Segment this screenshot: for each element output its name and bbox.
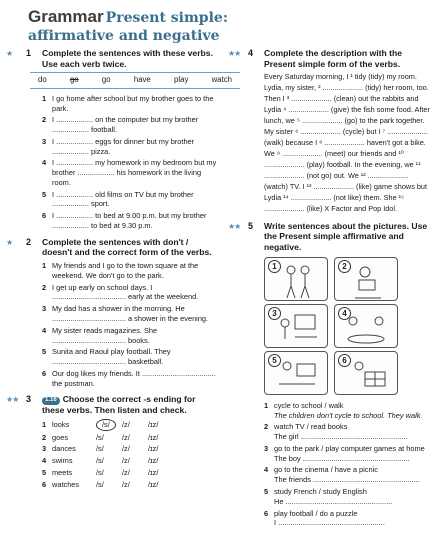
picture-girl-reading [334,257,398,301]
exercise-number: 2 [26,236,32,247]
exercise-number: 3 [26,394,32,405]
picture-boy-computer [264,304,328,348]
option[interactable]: /ɪz/ [148,444,159,454]
table-row [42,433,220,443]
word: go [101,75,111,85]
title-topic-line2: affirmative and negative [28,28,220,45]
list-item [42,283,220,303]
item-number: 2 [42,115,47,125]
answer-line: The girl .................................................... [274,432,408,442]
option[interactable]: /ɪz/ [148,467,159,477]
item-text: My friends and I go to the town square at the weekend. We don't go to the park. [52,261,199,280]
picture-puzzle [334,351,398,395]
item-number: 4 [264,465,269,475]
option[interactable]: /ɪz/ [148,456,159,466]
table-row [42,456,220,466]
list-item [42,94,220,114]
list-item [264,487,434,507]
option[interactable]: /z/ [122,456,130,466]
picture-number: 1 [268,260,281,273]
option[interactable]: /ɪz/ [148,432,159,442]
answer-line: The friends .................................................... [274,475,420,485]
list-item [42,304,220,324]
item-prompt: watch TV / read books [274,422,348,432]
picture-number: 2 [338,260,351,273]
item-list [264,401,434,528]
circled-option[interactable]: /s/ [96,419,116,431]
exercise-number: 4 [248,48,254,58]
item-prompt: play football / do a puzzle [274,508,358,518]
row-number: 4 [42,456,47,466]
option[interactable]: /s/ [96,456,104,466]
verb: goes [52,432,69,442]
row-number: 5 [42,467,47,477]
item-number: 6 [264,508,269,518]
list-item [42,326,220,346]
item-number: 2 [42,282,47,292]
picture-number: 5 [268,354,281,367]
word: watch [211,75,232,85]
exercise-instruction: Complete the description with the Present simple form of the verbs. [264,48,402,69]
right-column [228,48,434,534]
item-text: My sister reads magazines. She .................................... books. [52,325,158,345]
picture-grid [264,257,434,395]
list-item [42,261,220,281]
item-prompt: go to the park / play computer games at home [274,443,425,453]
item-number: 1 [42,261,47,271]
item-text: I get up early on school days. I .................................... early at the weekend. [52,282,199,302]
answer-line: The boy .................................................... [274,453,410,463]
exercise-3 [6,394,220,489]
list-item [264,444,434,464]
verb: looks [52,419,70,429]
list-item [42,115,220,135]
word-crossed: go [69,75,79,85]
item-number: 3 [264,443,269,453]
item-number: 2 [264,422,269,432]
item-number: 4 [42,158,47,168]
picture-number: 4 [338,307,351,320]
item-number: 5 [42,347,47,357]
item-number: 6 [42,211,47,221]
exercise-instruction: Write sentences about the pictures. Use the Present simple affirmative and negative. [264,220,428,253]
list-item [42,137,220,157]
sound-table [42,419,220,490]
title-topic: Present simple: [105,10,228,26]
item-prompt: cycle to school / walk [274,400,344,410]
item-text: Our dog likes my friends. It .................................... the postman. [52,368,216,388]
item-number: 1 [264,400,269,410]
option[interactable]: /z/ [122,444,130,454]
option[interactable]: /s/ [96,444,104,454]
exercise-1 [6,48,232,231]
list-item [42,347,220,367]
word: do [38,75,47,85]
word-box [30,72,240,88]
item-text: I go home after school but my brother goes to the park. [52,93,214,113]
instruction-text: Choose the correct -s ending for these verbs. Then listen and check. [42,394,196,416]
item-text: I .................. old films on TV but my brother .................. sport. [52,189,194,209]
item-text: Sunita and Raoul play football. They .................................... basketball. [52,347,171,367]
word: have [133,75,151,85]
item-number: 5 [42,189,47,199]
list-item [264,401,434,421]
item-text: I .................. to bed at 9.00 p.m. but my brother .................. to bed at 9.30 p.m. [52,211,207,230]
item-number: 4 [42,325,47,335]
item-number: 5 [264,486,269,496]
table-row [42,444,220,454]
difficulty-stars: ★★ [228,49,241,58]
exercise-5 [228,221,434,528]
picture-number: 6 [338,354,351,367]
list-item [42,190,220,210]
title-grammar: Grammar [28,7,104,26]
exercise-number: 1 [26,48,32,58]
list-item [264,422,434,442]
item-list [42,94,220,231]
option[interactable]: /z/ [122,432,130,442]
list-item [264,509,434,529]
exercise-instruction: Complete the sentences with don't / doesn't and the correct form of the verbs. [42,236,212,258]
difficulty-stars: ★★ [228,221,241,231]
picture-friends-picnic [334,304,398,348]
item-text: I .................. my homework in my bedroom but my brother .................. his homework in the living room. [52,158,217,187]
picture-children-walking [264,257,328,301]
option[interactable]: /z/ [122,419,130,429]
audio-track-icon[interactable]: 1.16 [42,397,60,405]
answer-line: I .................................................... [274,518,385,528]
item-number: 6 [42,368,47,378]
verb: meets [52,467,73,477]
row-number: 6 [42,479,47,489]
option[interactable]: /s/ [96,479,104,489]
row-number: 1 [42,419,47,429]
answer-line: He .................................................... [274,496,393,506]
verb: watches [52,479,80,489]
table-row [42,468,220,478]
option[interactable]: /ɪz/ [148,419,159,429]
option[interactable]: /s/ [96,467,104,477]
row-number: 3 [42,444,47,454]
item-text: My dad has a shower in the morning. He .................................... a shower in the evening. [52,304,209,323]
item-number: 3 [42,304,47,314]
row-number: 2 [42,432,47,442]
item-text: I .................. on the computer but my brother .................. football. [52,115,199,135]
exercise-4 [228,48,434,215]
table-row [42,480,220,490]
picture-studying [264,351,328,395]
exercise-instruction [42,394,220,415]
item-list [42,261,220,388]
picture-number: 3 [268,307,281,320]
left-column [6,48,232,495]
list-item [264,465,434,485]
item-number: 3 [42,136,47,146]
verb: dances [52,444,76,454]
example-answer: The children don't cycle to school. They walk. [274,410,423,420]
list-item [42,211,220,231]
difficulty-stars: ★ [6,237,13,247]
verb: swims [52,456,73,466]
item-text: I .................. eggs for dinner but my brother .................. pizza. [52,136,195,156]
exercise-2 [6,237,220,389]
exercise-instruction: Complete the sentences with these verbs. Use each verb twice. [42,48,213,69]
exercise-number: 5 [248,220,254,231]
item-number: 1 [42,93,47,103]
list-item [42,158,220,187]
list-item [42,369,220,389]
difficulty-stars: ★★ [6,395,19,405]
table-row [42,419,220,431]
option[interactable]: /s/ [96,432,104,442]
item-prompt: study French / study English [274,486,367,496]
word: play [174,75,189,85]
gap-fill-paragraph: Every Saturday morning, I ¹ tidy (tidy) my room. Lydia, my sister, ² .................... (tidy) her room, too. Then I ³ .................... (clean) out the rabbits and Lydia ⁴ .................... (give) the fish some food. After lunch, we ⁵ .................... (go) to the park together. My sister ⁶ .................... (cycle) but I ⁷ .................... (walk) because I ⁸ .................... haven't got a bike. We ⁹ .................... (meet) our friends and ¹⁰ .................... (play) football. In the evening, we ¹¹ .................... (not go) out. We ¹² .................... (watch) TV. I ¹³ .................... (like) game shows but Lydia ¹⁴ .................... (not like) them. She ¹⁵ .................... (like) X Factor and Pop Idol. [264,72,430,213]
option[interactable]: /ɪz/ [148,479,159,489]
page-title [28,6,228,46]
difficulty-stars: ★ [6,49,13,58]
option[interactable]: /z/ [122,467,130,477]
item-prompt: go to the cinema / have a picnic [274,465,378,475]
option[interactable]: /z/ [122,479,130,489]
